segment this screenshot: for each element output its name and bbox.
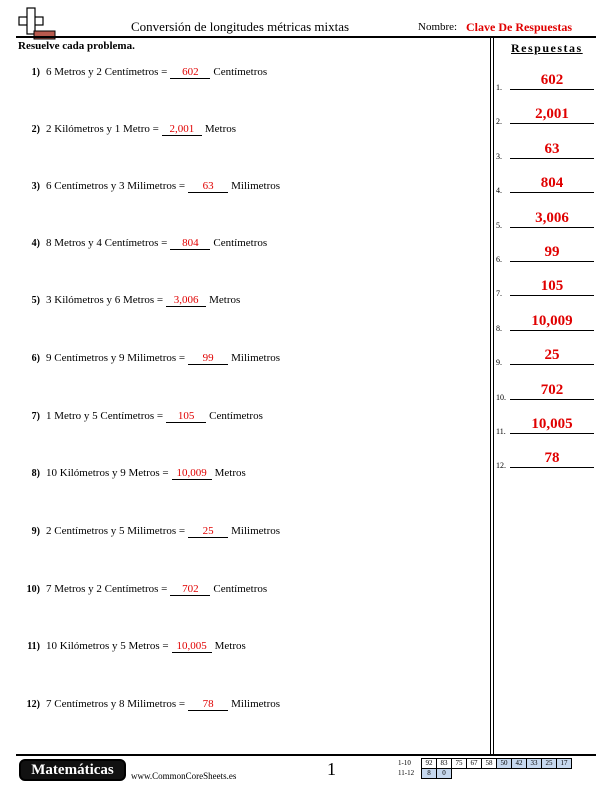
answer-key-value: 78 [510, 449, 594, 468]
problem-text: 7 Metros y 2 Centímetros = [46, 583, 168, 595]
problem-unit: Metros [214, 640, 246, 652]
problem-number: 2) [31, 124, 40, 135]
answer-key-item [496, 72, 596, 92]
score-cell: 83 [436, 758, 452, 769]
problem-8 [18, 467, 246, 480]
answer-blank[interactable]: 105 [166, 410, 206, 423]
problem-4 [18, 237, 267, 250]
problem-number: 12) [26, 699, 40, 710]
answer-key-value: 10,005 [510, 415, 594, 434]
problem-number: 1) [31, 67, 40, 78]
answer-key-value: 3,006 [510, 209, 594, 228]
answer-blank[interactable]: 99 [188, 352, 228, 365]
problem-text: 2 Centímetros y 5 Milimetros = [46, 525, 186, 537]
answer-key-item [496, 382, 596, 402]
problem-unit: Centímetros [213, 583, 268, 595]
score-cell: 33 [526, 758, 542, 769]
problem-12 [18, 698, 280, 711]
problem-1 [18, 66, 267, 79]
problem-text: 6 Centímetros y 3 Milimetros = [46, 180, 186, 192]
answer-key-number: 4. [496, 186, 502, 196]
answer-key-number: 11. [496, 427, 506, 436]
answer-key-item [496, 141, 596, 161]
problem-number: 6) [31, 353, 40, 364]
answer-blank[interactable]: 78 [188, 698, 228, 711]
problem-text: 2 Kilómetros y 1 Metro = [46, 123, 159, 135]
answer-blank[interactable]: 804 [170, 237, 210, 250]
top-rule [16, 36, 596, 38]
answer-key-item [496, 106, 596, 126]
score-cell: 75 [451, 758, 467, 769]
answer-key-item [496, 175, 596, 195]
problem-text: 6 Metros y 2 Centímetros = [46, 66, 168, 78]
answer-key-value: 10,009 [510, 312, 594, 331]
answer-blank[interactable]: 702 [170, 583, 210, 596]
score-row-label: 1-10 [398, 759, 411, 767]
problem-unit: Milimetros [231, 525, 281, 537]
answer-key-number: 6. [496, 255, 502, 264]
problem-unit: Centímetros [213, 237, 268, 249]
name-value: Clave De Respuestas [466, 20, 572, 34]
problem-text: 7 Centímetros y 8 Milimetros = [46, 698, 186, 710]
answer-key-item [496, 244, 596, 264]
answer-blank[interactable]: 63 [188, 180, 228, 193]
score-row-label: 11-12 [398, 769, 415, 777]
answer-blank[interactable]: 25 [188, 525, 228, 538]
problem-5 [18, 294, 240, 307]
score-cell: 17 [556, 758, 572, 769]
subject-badge: Matemáticas [19, 759, 126, 781]
answer-key-number: 5. [496, 220, 502, 230]
answer-key-value: 804 [510, 174, 594, 193]
problem-number: 8) [31, 468, 40, 479]
bottom-rule [16, 754, 596, 756]
answer-key-number: 2. [496, 117, 502, 127]
problem-number: 7) [31, 411, 40, 422]
answer-column-divider [490, 38, 494, 754]
answer-key-item [496, 313, 596, 333]
answer-key-number: 12. [496, 461, 506, 471]
answer-key-item [496, 416, 596, 436]
problem-6 [18, 352, 280, 365]
answer-blank[interactable]: 2,001 [162, 123, 202, 136]
problem-unit: Milimetros [231, 352, 281, 364]
site-url: www.CommonCoreSheets.es [131, 771, 237, 781]
problem-number: 9) [31, 526, 40, 537]
name-label: Nombre: [418, 21, 458, 33]
problem-3 [18, 180, 280, 193]
problem-text: 3 Kilómetros y 6 Metros = [46, 294, 164, 306]
score-cell: 42 [511, 758, 527, 769]
answer-blank[interactable]: 10,009 [172, 467, 212, 480]
answer-key-number: 9. [496, 358, 502, 368]
problem-text: 1 Metro y 5 Centímetros = [46, 410, 164, 422]
problem-unit: Centímetros [213, 66, 268, 78]
score-cell: 25 [541, 758, 557, 769]
answer-key-value: 702 [510, 381, 594, 400]
score-cell: 58 [481, 758, 497, 769]
problem-unit: Metros [209, 294, 241, 306]
problem-11 [18, 640, 246, 653]
answer-blank[interactable]: 3,006 [166, 294, 206, 307]
answer-key-item [496, 210, 596, 230]
score-table [398, 758, 572, 779]
problem-number: 11) [27, 641, 40, 652]
answer-key-value: 63 [510, 140, 594, 159]
problem-number: 5) [31, 295, 40, 306]
problem-unit: Metros [204, 123, 237, 135]
answer-blank[interactable]: 10,005 [172, 640, 212, 653]
answer-key-number: 3. [496, 151, 502, 161]
problem-text: 8 Metros y 4 Centímetros = [46, 237, 168, 249]
worksheet-title: Conversión de longitudes métricas mixtas [131, 19, 350, 34]
page-number: 1 [327, 759, 336, 779]
problem-7 [18, 410, 263, 423]
instructions: Resuelve cada problema. [18, 40, 135, 52]
problem-unit: Metros [214, 467, 246, 479]
problem-text: 10 Kilómetros y 5 Metros = [46, 640, 169, 652]
score-cell: 50 [496, 758, 512, 769]
answer-key-number: 8. [496, 323, 502, 333]
problem-text: 10 Kilómetros y 9 Metros = [46, 467, 169, 479]
answer-key-value: 2,001 [510, 105, 594, 124]
answer-key-value: 602 [510, 71, 594, 90]
problem-unit: Milimetros [231, 698, 281, 710]
problem-number: 4) [31, 238, 40, 249]
answer-key-number: 1. [496, 83, 502, 92]
problem-text: 9 Centímetros y 9 Milimetros = [46, 352, 186, 364]
score-cell: 67 [466, 758, 482, 769]
answer-key-value: 99 [510, 243, 594, 262]
problem-9 [18, 525, 280, 538]
problem-number: 3) [31, 181, 40, 192]
score-cell: 8 [421, 768, 437, 779]
answers-heading: Respuestas [511, 41, 583, 55]
answer-key-item [496, 278, 596, 298]
score-row [398, 768, 572, 779]
answer-key-item [496, 347, 596, 367]
answer-key-item [496, 450, 596, 470]
answer-blank[interactable]: 602 [170, 66, 210, 79]
score-cell: 0 [436, 768, 452, 779]
problem-unit: Milimetros [231, 180, 281, 192]
problem-number: 10) [26, 584, 40, 595]
answer-key-number: 7. [496, 289, 502, 299]
score-cell: 92 [421, 758, 437, 769]
answer-key-value: 25 [510, 346, 594, 365]
problem-unit: Centímetros [209, 410, 263, 422]
problem-2 [18, 123, 236, 136]
answer-key-number: 10. [496, 392, 506, 402]
problem-10 [18, 583, 267, 596]
answer-key-value: 105 [510, 277, 594, 296]
